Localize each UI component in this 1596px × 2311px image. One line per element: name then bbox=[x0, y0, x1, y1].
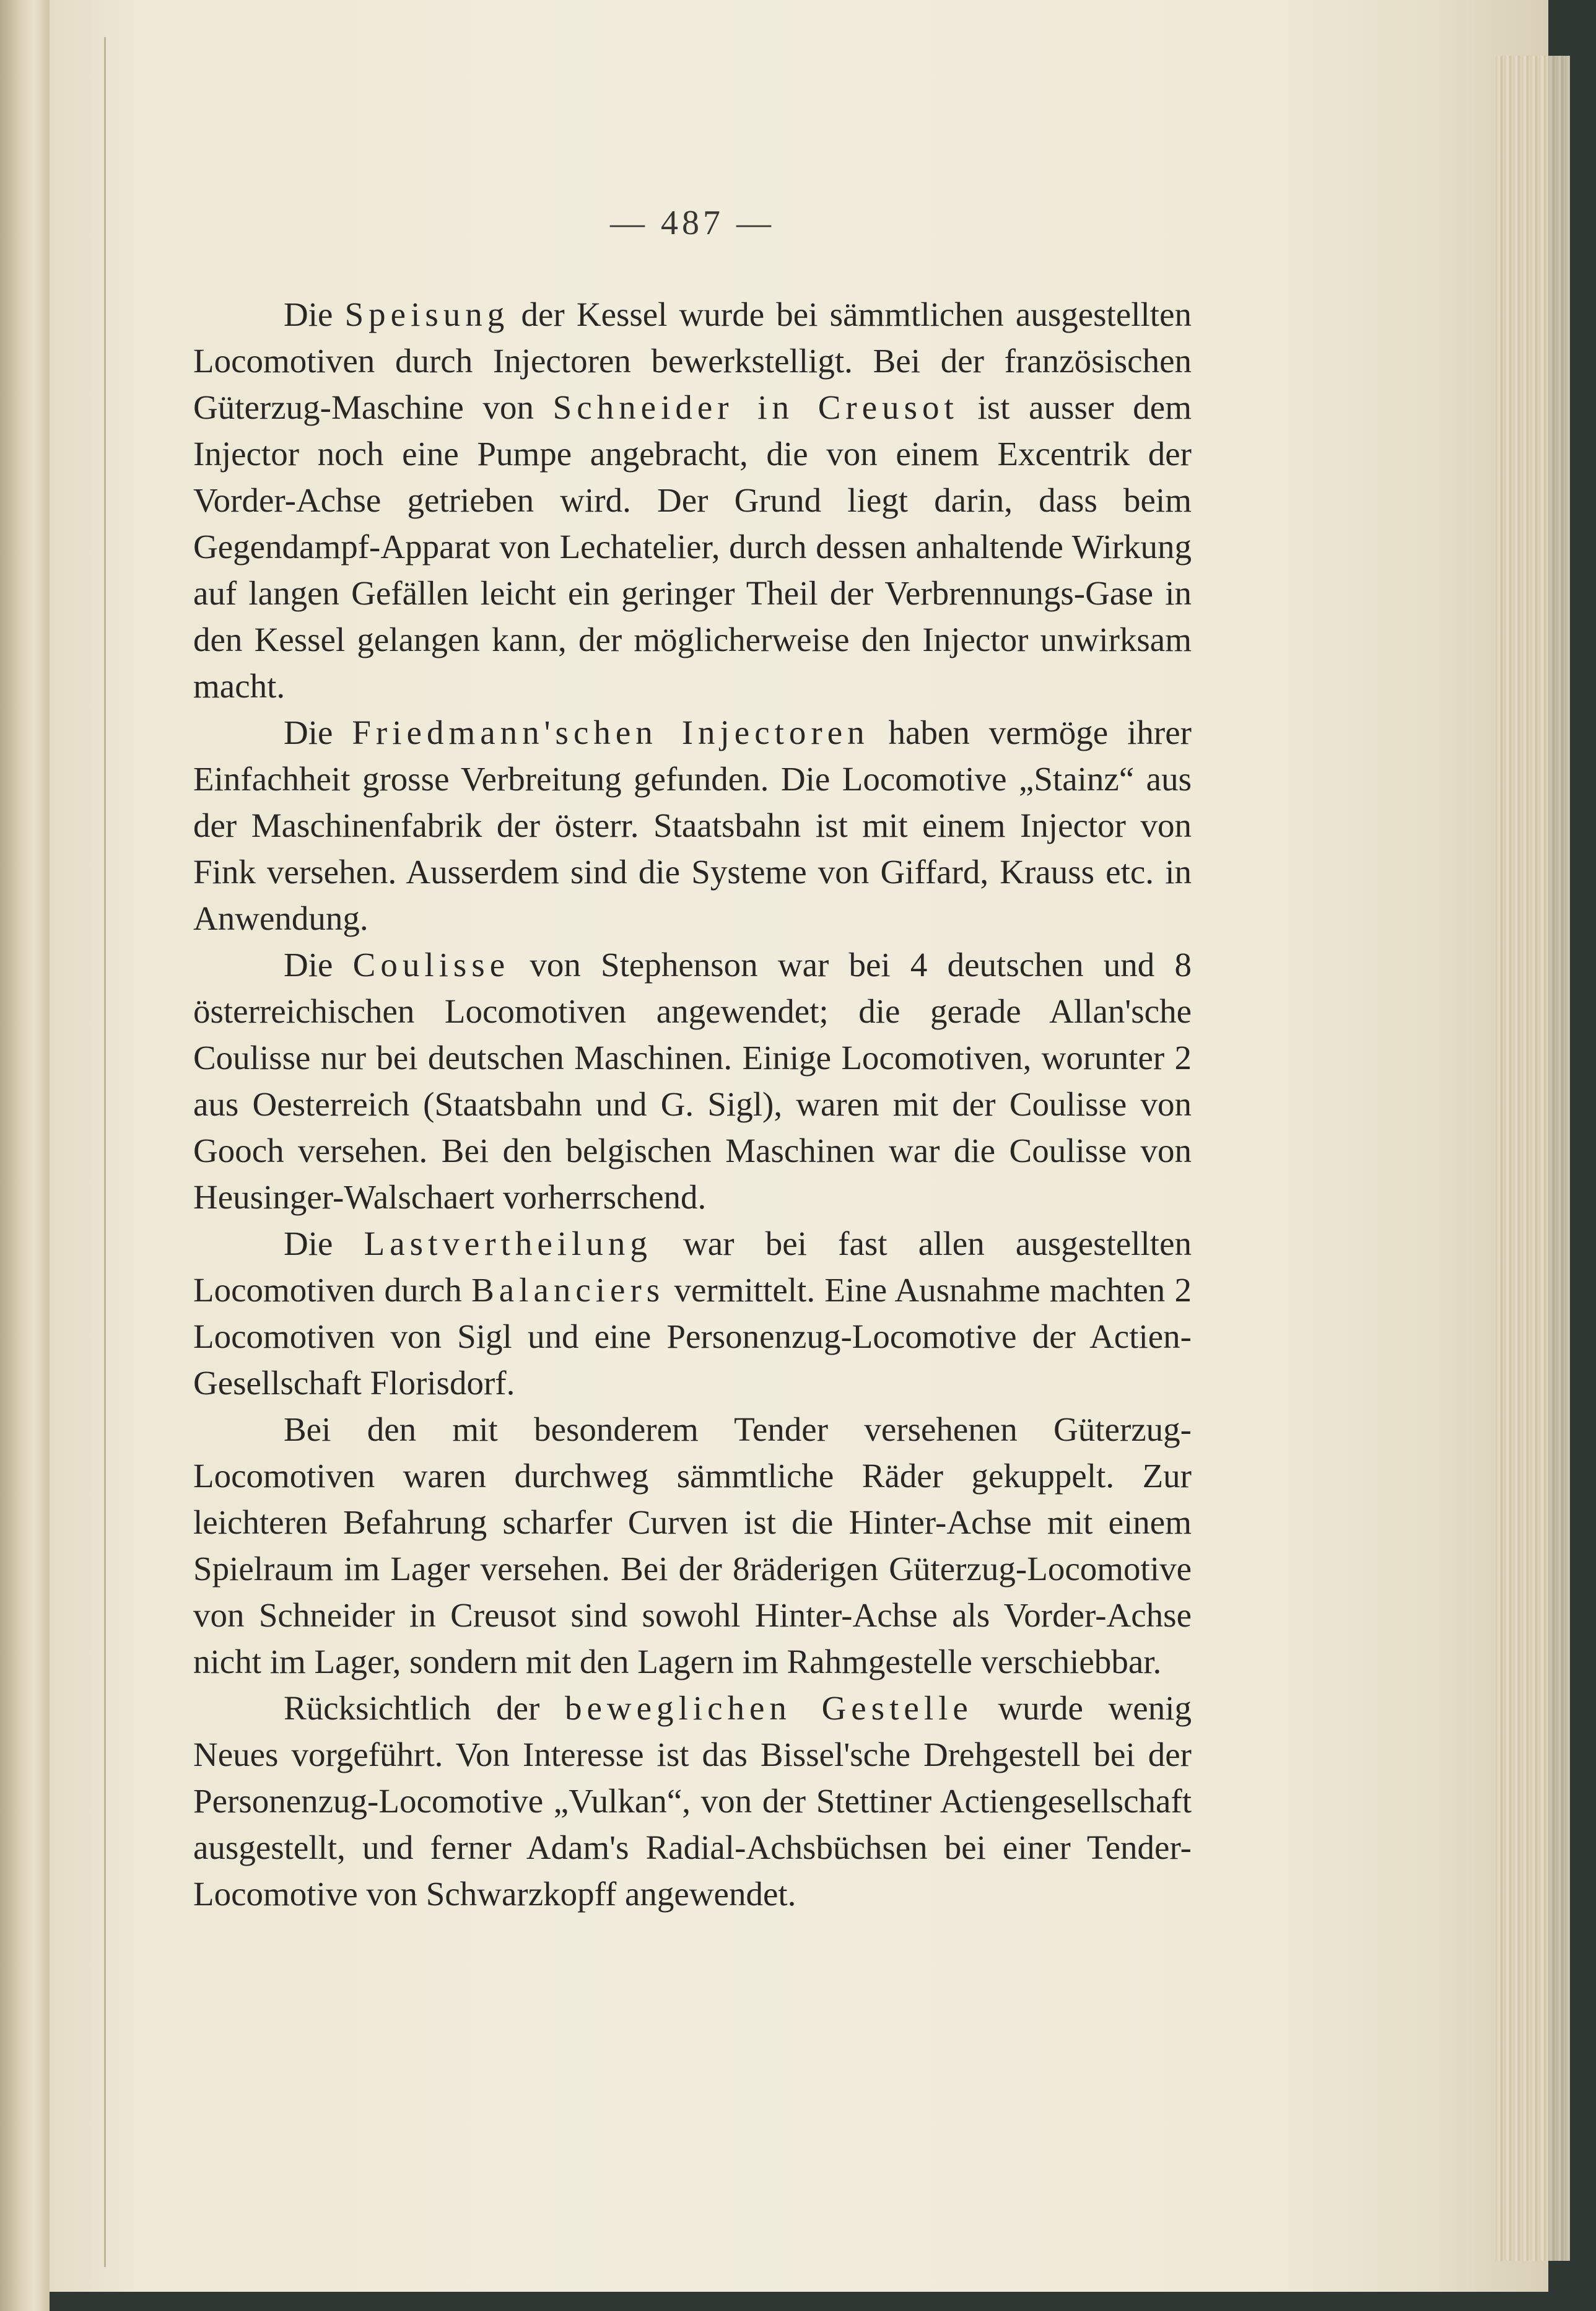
paragraph-gestelle bbox=[193, 1685, 1192, 1917]
paragraph-lastvertheilung bbox=[193, 1220, 1192, 1406]
paragraph-coulisse bbox=[193, 941, 1192, 1220]
paragraph-injectoren bbox=[193, 709, 1192, 941]
gutter-line bbox=[104, 37, 106, 2267]
spaced-emphasis: Speisung bbox=[344, 295, 510, 333]
text-run: Die bbox=[284, 946, 353, 984]
text-run: Bei den mit besonderem Tender versehenen Güterzug-Locomotiven waren durchweg sämmtliche Räder gekuppelt. Zur leichteren Befahrung scharfer Curven ist die Hinter-Achse mit einem Spielraum im Lager versehen. Bei der 8räderigen Güterzug-Locomotive von Schneider in Creusot sind sowohl Hinter-Achse als Vorder-Achse nicht im Lager, sondern mit den Lagern im Rahmgestelle verschiebbar. bbox=[193, 1410, 1192, 1680]
text-run: von Stephenson war bei 4 deutschen und 8 österreichischen Locomotiven angewendet; die gerade Allan'sche Coulisse nur bei deutschen Maschinen. Einige Locomotiven, worunter 2 aus Oesterreich (Staatsbahn und G. Sigl), waren mit der Coulisse von Gooch versehen. Bei den belgischen Maschinen war die Coulisse von Heusinger-Walschaert vorherrschend. bbox=[193, 946, 1192, 1216]
page-edges bbox=[1496, 56, 1570, 2261]
text-run: der Kessel wurde bei sämmtlichen ausgestellten Locomotiven durch Injectoren bewerkstelligt. Bei der französischen Güterzug-Maschine von bbox=[193, 295, 1192, 426]
page-number: — 487 — bbox=[610, 204, 775, 242]
text-run: wurde wenig Neues vorgeführt. Von Interesse ist das Bissel'sche Drehgestell bei der Personenzug-Locomotive „Vulkan“, von der Stettiner Actiengesellschaft ausgestellt, und ferner Adam's Radial-Achsbüchsen bei einer Tender-Locomotive von Schwarzkopff angewendet. bbox=[193, 1689, 1192, 1913]
text-run: ist ausser dem Injector noch eine Pumpe angebracht, die von einem Excentrik der Vorder-Achse getrieben wird. Der Grund liegt darin, dass beim Gegendampf-Apparat von Lechatelier, durch dessen anhaltende Wirkung auf langen Gefällen leicht ein geringer Theil der Verbrennungs-Gase in den Kessel gelangen kann, der möglicherweise den Injector unwirksam macht. bbox=[193, 388, 1192, 705]
text-block bbox=[193, 198, 1192, 1917]
text-run: Die bbox=[284, 1225, 364, 1262]
text-run: Die bbox=[284, 295, 345, 333]
text-run: Die bbox=[284, 714, 352, 751]
spaced-emphasis: Lastvertheilung bbox=[364, 1225, 652, 1262]
spaced-emphasis: Friedmann'schen Injectoren bbox=[352, 714, 870, 751]
spaced-emphasis: Coulisse bbox=[352, 946, 510, 984]
text-run: war bei fast allen ausgestellten Locomotiven durch bbox=[193, 1225, 1192, 1309]
spaced-emphasis: Schneider in Creusot bbox=[552, 388, 959, 426]
paragraph-speisung bbox=[193, 291, 1192, 709]
body-text bbox=[193, 291, 1192, 1917]
text-run: vermittelt. Eine Ausnahme machten 2 Locomotiven von Sigl und eine Personenzug-Locomotive der Actien-Gesellschaft Florisdorf. bbox=[193, 1271, 1192, 1402]
text-run: haben vermöge ihrer Einfachheit grosse Verbreitung gefunden. Die Locomotive „Stainz“ aus der Maschinenfabrik der österr. Staatsbahn ist mit einem Injector von Fink versehen. Ausserdem sind die Systeme von Giffard, Krauss etc. in Anwendung. bbox=[193, 714, 1192, 937]
facing-page-edge bbox=[0, 0, 50, 2311]
text-run: Rücksichtlich der bbox=[284, 1689, 565, 1727]
spaced-emphasis: Balanciers bbox=[471, 1271, 665, 1309]
paragraph-tender bbox=[193, 1406, 1192, 1685]
spaced-emphasis: beweglichen Gestelle bbox=[565, 1689, 973, 1727]
